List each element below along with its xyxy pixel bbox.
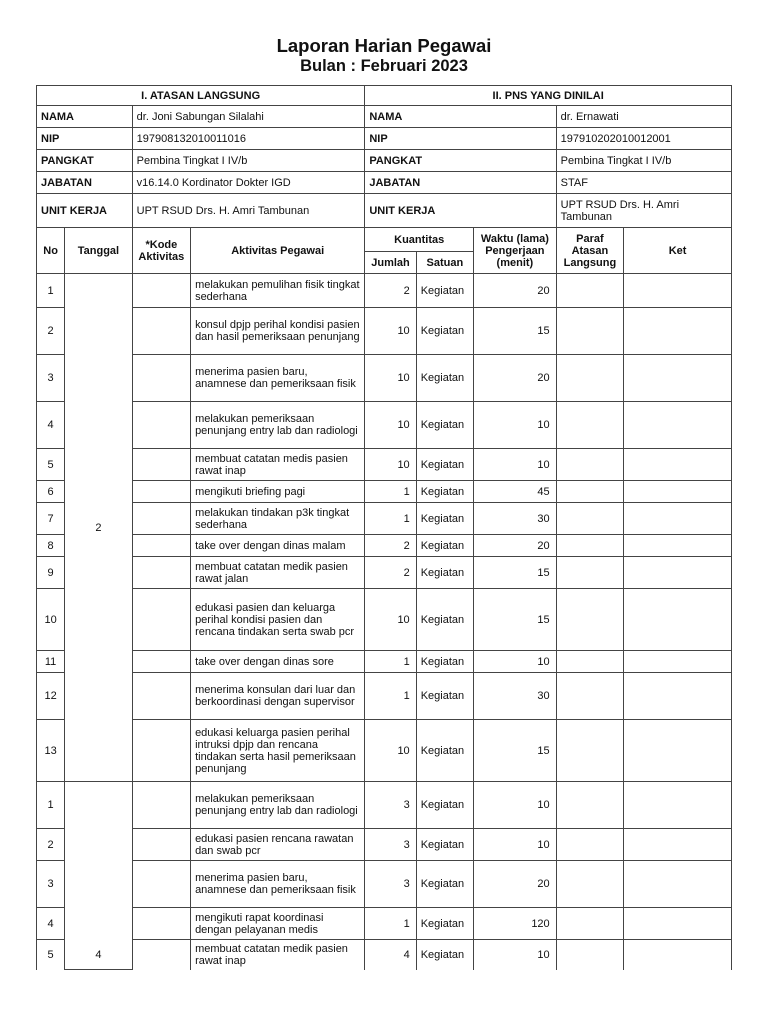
row-duration: 15 <box>474 589 557 651</box>
col-header-activity: Aktivitas Pegawai <box>191 228 365 274</box>
row-number: 6 <box>37 481 65 503</box>
table-row <box>37 673 732 720</box>
row-number: 2 <box>37 829 65 861</box>
supervisor-name-label: NAMA <box>37 106 133 128</box>
row-amount: 3 <box>365 861 416 908</box>
row-number: 1 <box>37 782 65 829</box>
table-row <box>37 402 732 449</box>
row-duration: 30 <box>474 503 557 535</box>
col-header-notes: Ket <box>624 228 732 274</box>
row-activity: melakukan pemeriksaan penunjang entry lab dan radiologi <box>191 402 365 449</box>
col-header-supervisor-initials: Paraf Atasan Langsung <box>556 228 623 274</box>
row-notes <box>624 274 732 308</box>
row-unit: Kegiatan <box>416 940 473 970</box>
row-supervisor-initials <box>556 940 623 970</box>
table-row <box>37 355 732 402</box>
report-title: Laporan Harian Pegawai <box>276 35 492 56</box>
row-duration: 45 <box>474 481 557 503</box>
supervisor-unit-label: UNIT KERJA <box>37 194 133 228</box>
row-activity: melakukan pemulihan fisik tingkat sederhana <box>191 274 365 308</box>
col-header-duration: Waktu (lama) Pengerjaan (menit) <box>474 228 557 274</box>
row-duration: 10 <box>474 829 557 861</box>
row-amount: 10 <box>365 402 416 449</box>
col-header-unit: Satuan <box>416 252 473 274</box>
row-activity-code <box>132 481 190 503</box>
row-activity-code <box>132 829 190 861</box>
employee-position: STAF <box>556 172 731 194</box>
row-unit: Kegiatan <box>416 829 473 861</box>
row-supervisor-initials <box>556 355 623 402</box>
row-number: 5 <box>37 449 65 481</box>
row-duration: 20 <box>474 355 557 402</box>
row-amount: 3 <box>365 782 416 829</box>
row-activity-code <box>132 274 190 308</box>
row-activity-code <box>132 589 190 651</box>
row-notes <box>624 308 732 355</box>
row-unit: Kegiatan <box>416 503 473 535</box>
employee-unit: UPT RSUD Drs. H. Amri Tambunan <box>556 194 731 228</box>
row-duration: 10 <box>474 782 557 829</box>
row-amount: 4 <box>365 940 416 970</box>
row-amount: 10 <box>365 449 416 481</box>
row-activity-code <box>132 308 190 355</box>
row-unit: Kegiatan <box>416 355 473 402</box>
row-notes <box>624 535 732 557</box>
row-number: 4 <box>37 908 65 940</box>
row-notes <box>624 829 732 861</box>
row-amount: 2 <box>365 557 416 589</box>
row-notes <box>624 861 732 908</box>
row-supervisor-initials <box>556 651 623 673</box>
row-notes <box>624 908 732 940</box>
row-activity: edukasi pasien rencana rawatan dan swab pcr <box>191 829 365 861</box>
row-notes <box>624 589 732 651</box>
table-row <box>37 829 732 861</box>
row-unit: Kegiatan <box>416 535 473 557</box>
row-duration: 10 <box>474 651 557 673</box>
col-header-activity-code: *Kode Aktivitas <box>132 228 190 274</box>
table-row <box>37 720 732 782</box>
row-amount: 1 <box>365 908 416 940</box>
row-activity: menerima pasien baru, anamnese dan pemeriksaan fisik <box>191 861 365 908</box>
row-activity: menerima konsulan dari luar dan berkoordinasi dengan supervisor <box>191 673 365 720</box>
row-duration: 10 <box>474 402 557 449</box>
row-unit: Kegiatan <box>416 589 473 651</box>
row-activity-code <box>132 557 190 589</box>
row-notes <box>624 782 732 829</box>
row-supervisor-initials <box>556 449 623 481</box>
row-activity: membuat catatan medik pasien rawat inap <box>191 940 365 970</box>
row-activity: konsul dpjp perihal kondisi pasien dan hasil pemeriksaan penunjang <box>191 308 365 355</box>
row-duration: 20 <box>474 274 557 308</box>
row-unit: Kegiatan <box>416 557 473 589</box>
row-activity-code <box>132 449 190 481</box>
row-amount: 10 <box>365 308 416 355</box>
row-activity: edukasi keluarga pasien perihal intruksi dpjp dan rencana tindakan serta hasil pemeriksaan penunjang <box>191 720 365 782</box>
row-activity: take over dengan dinas malam <box>191 535 365 557</box>
table-row <box>37 481 732 503</box>
row-activity: mengikuti rapat koordinasi dengan pelayanan medis <box>191 908 365 940</box>
row-unit: Kegiatan <box>416 449 473 481</box>
row-unit: Kegiatan <box>416 651 473 673</box>
row-notes <box>624 449 732 481</box>
row-amount: 2 <box>365 274 416 308</box>
row-number: 13 <box>37 720 65 782</box>
row-number: 10 <box>37 589 65 651</box>
row-amount: 1 <box>365 673 416 720</box>
row-unit: Kegiatan <box>416 782 473 829</box>
row-supervisor-initials <box>556 503 623 535</box>
row-activity-code <box>132 503 190 535</box>
col-header-date: Tanggal <box>65 228 132 274</box>
row-amount: 10 <box>365 589 416 651</box>
table-row <box>37 503 732 535</box>
row-number: 7 <box>37 503 65 535</box>
table-row <box>37 861 732 908</box>
table-row <box>37 535 732 557</box>
supervisor-position: v16.14.0 Kordinator Dokter IGD <box>132 172 365 194</box>
row-activity: melakukan tindakan p3k tingkat sederhana <box>191 503 365 535</box>
row-notes <box>624 940 732 970</box>
section-supervisor-header: I. ATASAN LANGSUNG <box>37 86 365 106</box>
daily-report-table <box>36 85 732 970</box>
supervisor-name: dr. Joni Sabungan Silalahi <box>132 106 365 128</box>
supervisor-nip-label: NIP <box>37 128 133 150</box>
supervisor-rank: Pembina Tingkat I IV/b <box>132 150 365 172</box>
row-number: 9 <box>37 557 65 589</box>
supervisor-position-label: JABATAN <box>37 172 133 194</box>
report-subtitle: Bulan : Februari 2023 <box>300 57 468 75</box>
employee-unit-label: UNIT KERJA <box>365 194 556 228</box>
row-activity: melakukan pemeriksaan penunjang entry lab dan radiologi <box>191 782 365 829</box>
row-notes <box>624 503 732 535</box>
row-amount: 1 <box>365 503 416 535</box>
table-row <box>37 908 732 940</box>
row-activity: mengikuti briefing pagi <box>191 481 365 503</box>
row-date: 4 <box>65 782 132 970</box>
row-unit: Kegiatan <box>416 402 473 449</box>
row-amount: 10 <box>365 355 416 402</box>
row-notes <box>624 402 732 449</box>
col-header-quantity: Kuantitas <box>365 228 474 252</box>
table-row <box>37 274 732 308</box>
row-supervisor-initials <box>556 308 623 355</box>
table-row <box>37 651 732 673</box>
employee-rank-label: PANGKAT <box>365 150 556 172</box>
row-supervisor-initials <box>556 829 623 861</box>
row-date: 2 <box>65 274 132 782</box>
row-number: 12 <box>37 673 65 720</box>
row-activity: menerima pasien baru, anamnese dan pemeriksaan fisik <box>191 355 365 402</box>
row-supervisor-initials <box>556 720 623 782</box>
row-activity-code <box>132 673 190 720</box>
section-employee-header: II. PNS YANG DINILAI <box>365 86 732 106</box>
row-duration: 20 <box>474 861 557 908</box>
row-unit: Kegiatan <box>416 673 473 720</box>
row-activity-code <box>132 908 190 940</box>
row-unit: Kegiatan <box>416 720 473 782</box>
row-duration: 20 <box>474 535 557 557</box>
row-activity-code <box>132 651 190 673</box>
row-supervisor-initials <box>556 908 623 940</box>
row-supervisor-initials <box>556 535 623 557</box>
table-row <box>37 589 732 651</box>
row-unit: Kegiatan <box>416 308 473 355</box>
row-activity: edukasi pasien dan keluarga perihal kondisi pasien dan rencana tindakan serta swab pcr <box>191 589 365 651</box>
table-row <box>37 308 732 355</box>
row-duration: 10 <box>474 940 557 970</box>
table-row <box>37 782 732 829</box>
row-number: 5 <box>37 940 65 970</box>
row-notes <box>624 481 732 503</box>
row-unit: Kegiatan <box>416 861 473 908</box>
row-number: 4 <box>37 402 65 449</box>
row-duration: 120 <box>474 908 557 940</box>
row-activity-code <box>132 535 190 557</box>
row-activity-code <box>132 355 190 402</box>
employee-rank: Pembina Tingkat I IV/b <box>556 150 731 172</box>
row-duration: 30 <box>474 673 557 720</box>
row-activity: membuat catatan medis pasien rawat inap <box>191 449 365 481</box>
row-activity-code <box>132 782 190 829</box>
table-row <box>37 557 732 589</box>
row-number: 2 <box>37 308 65 355</box>
row-activity: take over dengan dinas sore <box>191 651 365 673</box>
table-row <box>37 940 732 970</box>
table-row <box>37 449 732 481</box>
row-number: 11 <box>37 651 65 673</box>
row-number: 1 <box>37 274 65 308</box>
row-duration: 15 <box>474 720 557 782</box>
row-notes <box>624 557 732 589</box>
row-supervisor-initials <box>556 274 623 308</box>
row-notes <box>624 355 732 402</box>
row-activity: membuat catatan medik pasien rawat jalan <box>191 557 365 589</box>
row-activity-code <box>132 720 190 782</box>
row-notes <box>624 673 732 720</box>
row-number: 3 <box>37 861 65 908</box>
row-amount: 10 <box>365 720 416 782</box>
row-unit: Kegiatan <box>416 274 473 308</box>
col-header-no: No <box>37 228 65 274</box>
row-number: 8 <box>37 535 65 557</box>
row-amount: 1 <box>365 481 416 503</box>
supervisor-unit: UPT RSUD Drs. H. Amri Tambunan <box>132 194 365 228</box>
row-notes <box>624 720 732 782</box>
row-supervisor-initials <box>556 402 623 449</box>
row-supervisor-initials <box>556 861 623 908</box>
row-activity-code <box>132 940 190 970</box>
row-supervisor-initials <box>556 673 623 720</box>
row-number: 3 <box>37 355 65 402</box>
row-duration: 15 <box>474 557 557 589</box>
row-supervisor-initials <box>556 481 623 503</box>
row-amount: 2 <box>365 535 416 557</box>
row-activity-code <box>132 861 190 908</box>
supervisor-rank-label: PANGKAT <box>37 150 133 172</box>
row-unit: Kegiatan <box>416 908 473 940</box>
employee-position-label: JABATAN <box>365 172 556 194</box>
row-supervisor-initials <box>556 557 623 589</box>
row-supervisor-initials <box>556 589 623 651</box>
row-supervisor-initials <box>556 782 623 829</box>
col-header-amount: Jumlah <box>365 252 416 274</box>
row-notes <box>624 651 732 673</box>
row-unit: Kegiatan <box>416 481 473 503</box>
row-activity-code <box>132 402 190 449</box>
row-duration: 15 <box>474 308 557 355</box>
supervisor-nip: 197908132010011016 <box>132 128 365 150</box>
employee-nip-label: NIP <box>365 128 556 150</box>
row-amount: 1 <box>365 651 416 673</box>
row-duration: 10 <box>474 449 557 481</box>
employee-name: dr. Ernawati <box>556 106 731 128</box>
employee-nip: 197910202010012001 <box>556 128 731 150</box>
row-amount: 3 <box>365 829 416 861</box>
employee-name-label: NAMA <box>365 106 556 128</box>
